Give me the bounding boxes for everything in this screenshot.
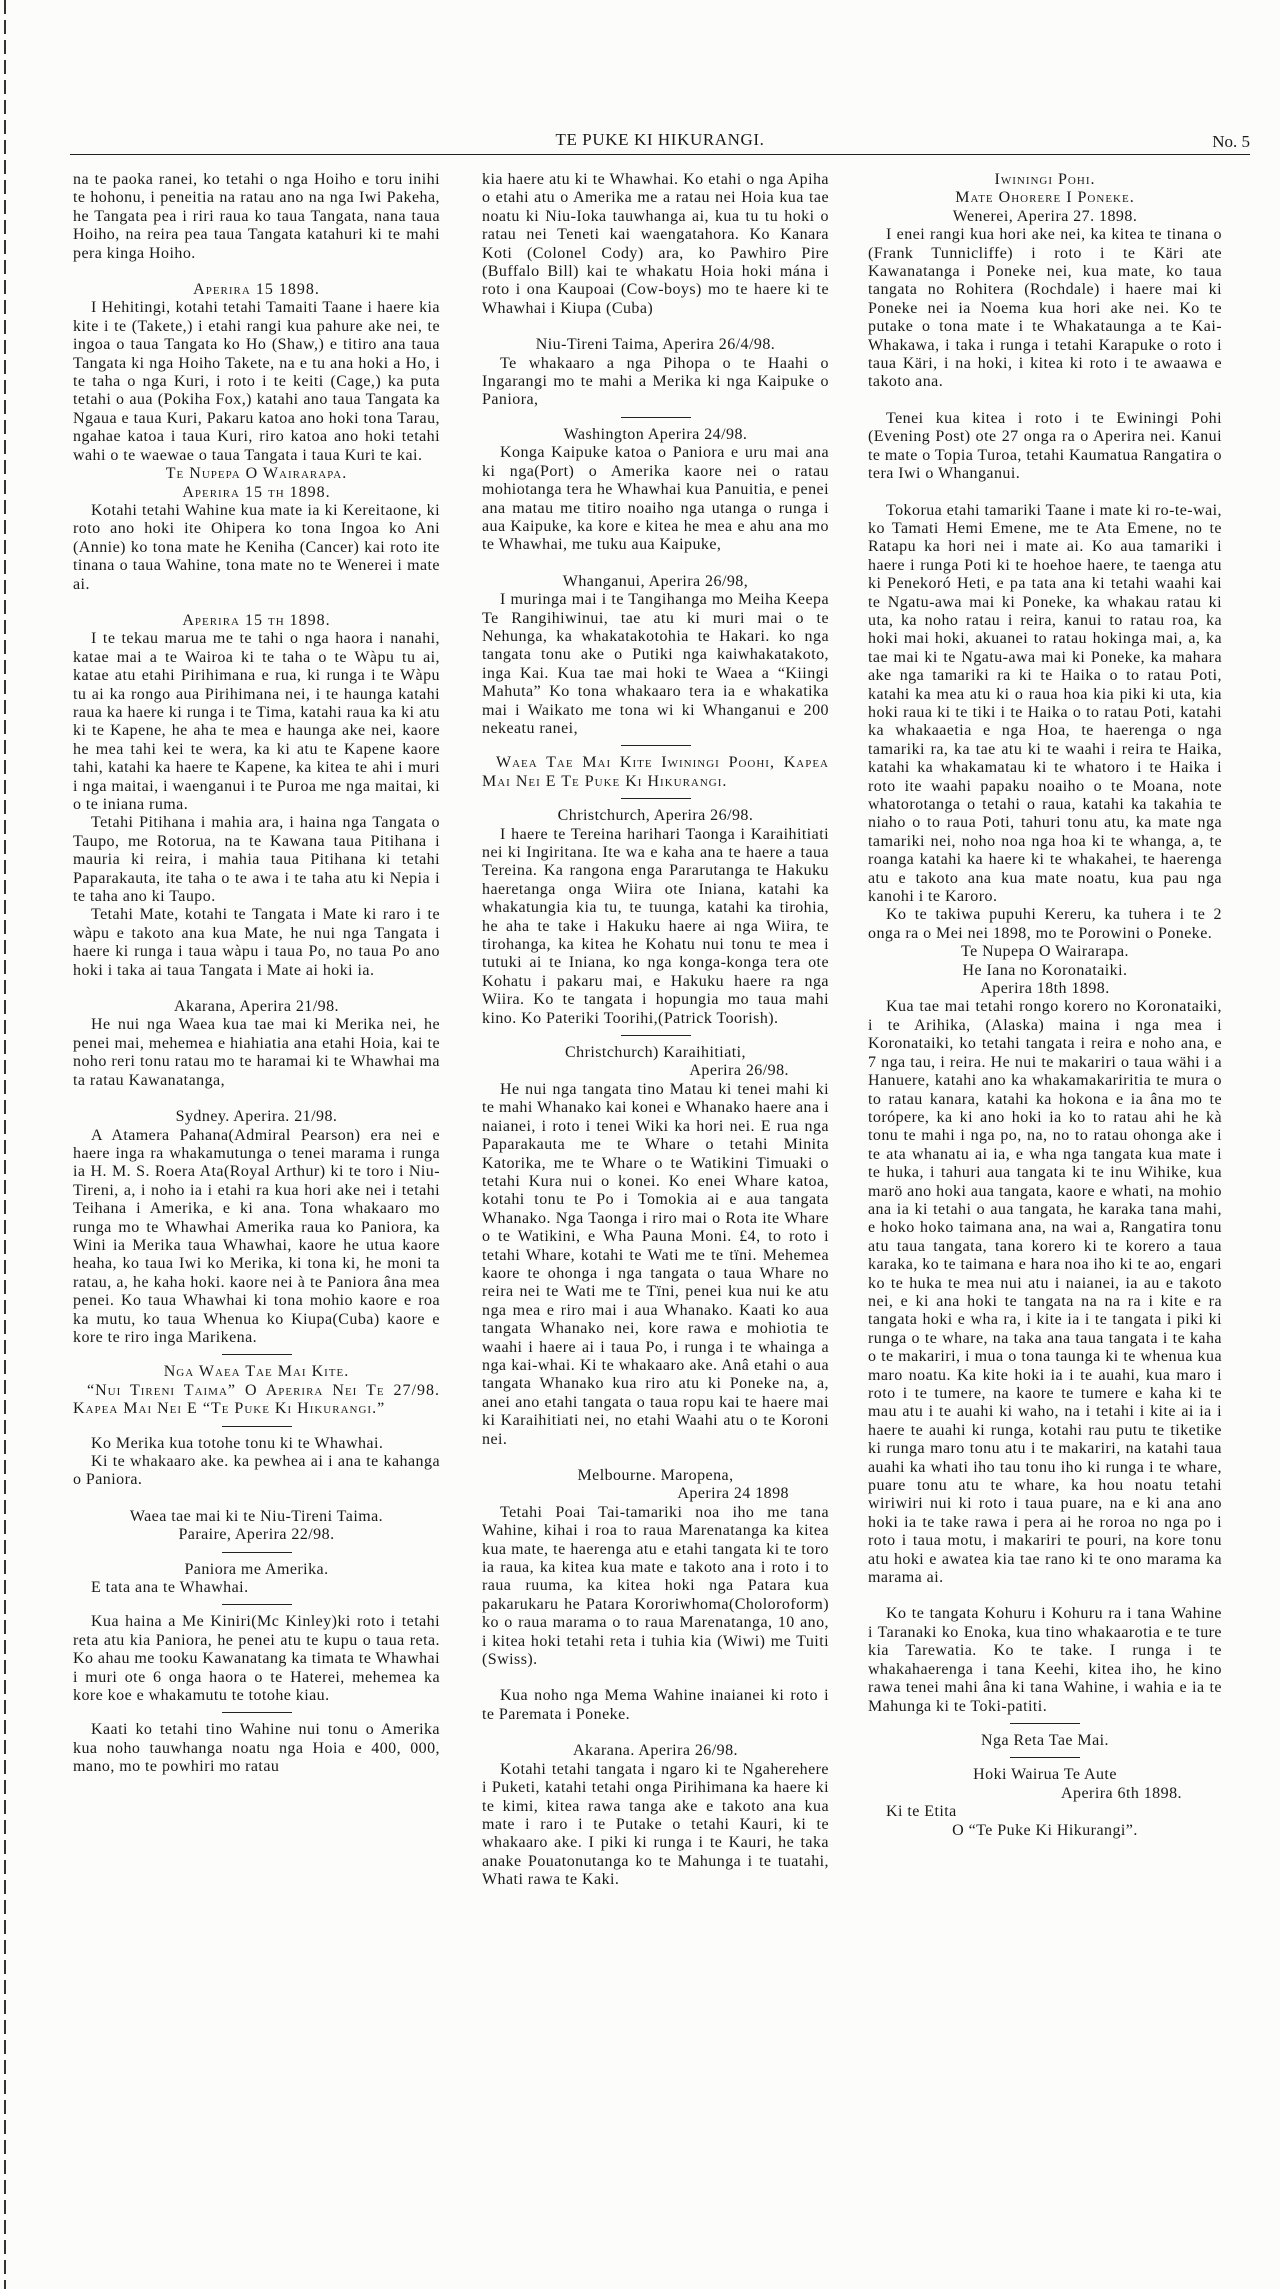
section-heading: Aperira 15 1898. bbox=[193, 281, 320, 299]
section-heading: Te Nupepa O Wairarapa. bbox=[165, 465, 348, 483]
divider-rule bbox=[222, 1552, 292, 1553]
paragraph: Ko te tangata Kohuru i Kohuru ra i tana Wahine i Taranaki ko Enoka, kua tino whakaarotia e te ture kia Tarewatia. Ko te take. I runga i te whakahaerenga i tana Keehi, kitea iho, he kino rawa tenei mahi âna ki tana Wahine, i wahia e ia te Mahunga ki te Toki-patiti. bbox=[868, 1605, 1222, 1715]
section-heading: Nga Reta Tae Mai. bbox=[981, 1731, 1109, 1749]
section-heading: Akarana, Aperira 21/98. bbox=[174, 998, 339, 1016]
section-heading: Aperira 18th 1898. bbox=[980, 980, 1110, 998]
section-heading: Christchurch, Aperira 26/98. bbox=[557, 807, 754, 825]
binding-edge bbox=[4, 0, 6, 2289]
section-heading: Nga Waea Tae Mai Kite. bbox=[163, 1363, 350, 1381]
section-heading: Aperira 15 th 1898. bbox=[182, 483, 331, 501]
paragraph: Kaati ko tetahi tino Wahine nui tonu o Amerika kua noho tauwhanga noatu nga Hoia e 400, 000, mano, mo te powhiri mo ratau bbox=[73, 1721, 440, 1776]
section-heading: “Nui Tireni Taima” O Aperira Nei Te 27/98. Kapea Mai Nei E “Te Puke Ki Hikurangi.” bbox=[73, 1381, 440, 1418]
section-heading: Mate Ohorere I Poneke. bbox=[955, 189, 1135, 207]
spacer bbox=[482, 1449, 829, 1467]
paragraph: Kua noho nga Mema Wahine inaianei ki roto i te Paremata i Poneke. bbox=[482, 1687, 829, 1723]
section-heading: He Iana no Koronataiki. bbox=[962, 961, 1128, 979]
paragraph: Tokorua etahi tamariki Taane i mate ki ro-te-wai, ko Tamati Hemi Emene, me te Ata Emene, no te Ratapu ka hori nei i mate ai. Ko aua tamariki i haere i runga Poti ki te hoehoe haere, te taenga atu ki Penekoró Heti, e pa tata ana ki tetahi waahi kai te Ngatu-awa mai ki Poneke, ka whakau ratau ki uta, ka noho ratau i reira, kanui to ratau roa, ka hoki mai hoki, akuanei to ratau hokinga mai, a, ka tae mai ki te Ngatu-awa mai ki Poneke, ka mahara ake nga tamariki ra ki te Haika o to ratau Poti, katahi ka mea atu ki o raua hoa kia piki ki uta, kia hoki raua ki te tiki i te Haika o to ratau Poti, katahi ka whakaaetia e nga Hoa, te haerenga o nga tamariki ra, ka tae atu ki te waahi i reira te Haika, katahi ka whakamatau ki te whatoro i te Haika i roto ite waahi papaku noaiho o te Moana, note whatorotanga o tetahi o raua, katahi ka takahia te niaho o to raua Poti, tahuri tonu atu, ka mate nga tamariki nei, noho noa nga hoa ki te whanga, a, te roanga katahi ka haere ki te whakahei, te haerenga atu e takoto ana kua mate noatu, kua pau nga kanohi i te Karoro. bbox=[868, 501, 1222, 906]
spacer bbox=[868, 1587, 1222, 1605]
paragraph: Ki te Etita bbox=[886, 1803, 957, 1821]
paragraph: Tetahi Mate, kotahi te Tangata i Mate ki raro i te wàpu e takoto ana kua Mate, he nui nga Tangata i haere ki runga i taua wàpu i taua Po, no taua Po ano hoki i taka ai taua Tangata i Mate ai hoki ia. bbox=[73, 906, 440, 979]
divider-rule bbox=[621, 417, 691, 418]
section-heading: Iwiningi Pohi. bbox=[994, 171, 1096, 188]
paragraph: Kua haina a Me Kiniri(Mc Kinley)ki roto i tetahi reta atu kia Paniora, he penei atu te kupu o taua reta. Ko ahau me tooku Kawanatang ka timata te Whawhai i muri ote 6 onga haora o te Haterei, mehemea ka kore koe e whakamutu te totohe kiau. bbox=[73, 1613, 440, 1705]
issue-number: No. 5 bbox=[1212, 132, 1250, 151]
paragraph: Kotahi tetahi Wahine kua mate ia ki Kereitaone, ki roto ano hoki ite Ohipera ko tona Ingoa ko Ani (Annie) ko tona mate he Keniha (Cancer) kai roto ite tinana o taua Wahine, tona mate no te Wenerei i mate ai. bbox=[73, 501, 440, 593]
divider-rule bbox=[621, 798, 691, 799]
spacer bbox=[482, 318, 829, 336]
section-heading: Niu-Tireni Taima, Aperira 26/4/98. bbox=[535, 336, 776, 354]
divider-rule bbox=[222, 1354, 292, 1355]
divider-rule bbox=[222, 1426, 292, 1427]
paragraph: I enei rangi kua hori ake nei, ka kitea te tinana o (Frank Tunnicliffe) i roto i te Käri ate Kawanatanga i Poneke nei, kua mate, ko taua tangata no Rohitera (Rochdale) i haere mai ki Poneke nei ia Noema kua hori ake nei. Ko te putake o tona mate i te Whakataunga a te Kai-Whakawa, i taka i runga i tetahi Karapuke o roto i taua Käri, i na hoki, i kitea ki roto i te awaawa e takoto ana. bbox=[868, 226, 1222, 391]
paragraph: I haere te Tereina harihari Taonga i Karaihitiati nei ki Ingiritana. Ite wa e kaha ana te haere a taua Tereina. Ka rangona enga Pararutanga te Hakuku haeretanga onga Wiira ote Iniana, katahi ka whakatungia kia tu, te tuunga, katahi ka tirohia, he aha te take i Hakuku haere ai nga Wiira, te tirohanga, ka kitea he Kohatu nui tonu te mea i tutuki ai te Iniana, ko nga konga-konga tera ote Kohatu i pakaru mai, e Hakuku haere ra nga Wiira. Ko te tangata i hopungia mo taua mahi kino. Ko Pateriki Toorihi,(Patrick Toorish). bbox=[482, 825, 829, 1027]
paragraph: Tetahi Pitihana i mahia ara, i haina nga Tangata o Taupo, me Rotorua, na te Kawana taua Pitihana i mauria ki reira, i mahia taua Pitihana ki tetahi Paparakauta, ite taha o te awa i te taha atu ki Nepia i te taha ano ki Taupo. bbox=[73, 814, 440, 906]
section-heading: Waea Tae Mai Kite Iwiningi Poohi, Kapea Mai Nei E Te Puke Ki Hikurangi. bbox=[482, 754, 829, 790]
paragraph: Kua tae mai tetahi rongo korero no Koronataiki, i te Arihika, (Alaska) maina i nga mea i Koronataiki, ko tetahi tangata i reira e noho ana, e 7 nga tau, i reira. He nui te makariri o taua wähi i a Hanuere, katahi ano ka whakamakariritia te mura o to ratau kanara, katahi ka hokona e ia âna mo te torópere, ka ki ano hoki ia ko to ratau ahi he kà tonu te mahi i nga po, na, no to ratau ohonga ake i te ata whanatu ai ia, e wha nga tangata kua mate i te huka, i tahuri aua tangata ki te inu Wihike, kua marö ano hoki aua tangata, kaore e whati, na mohio ana ia ki tetahi o aua tangata, he karaka tana mahi, e hoko hoko taimana ana, na wai a, Rangatira tonu atu taua tangata, tana korero ki te korero a taua karaka, ko te taimana e hara noa iho ki te ao, engari ko te huka te mea nui atu i naianei, ia au e takoto nei, e ki ana hoki te tangata na na ra i kite e ra tangata hoki e wha ra, i kite ia i te tangata i piki ki runga o te whare, na taka ana taua tangata i te kaha o te makariri, i mua o tona taunga ki te whenua kua maro noatu. Ka kite hoki ia i te auahi, kua maro i roto i te tumere, na kaore te tumere e kaha ki te mau atu i te auahi ki waho, na i tetahi i kite ai ia i haere te auahi ki runga, kotahi rau putu te tiketike ki runga maro tonu atu i te makariri, na katahi taua auahi ka whati iho tau tonu iho ki runga i te whare, puare tonu atu te whare, ka hou noatu tetahi wiriwiri nui ki roto i taua puare, na e ki ana ano hoki ia te take rawa i pera ai he roroa no nga po i roto i taua motu, i makariri te pouri, na kore tonu atu hoki e awatea kia tae rano ki te ono marama ka marama ai. bbox=[868, 998, 1222, 1587]
divider-rule bbox=[222, 1604, 292, 1605]
spacer bbox=[868, 392, 1222, 410]
column-1 bbox=[73, 171, 440, 1777]
divider-rule bbox=[621, 745, 691, 746]
section-heading: Christchurch) Karaihitiati, bbox=[565, 1044, 746, 1062]
section-heading: Whanganui, Aperira 26/98, bbox=[562, 572, 749, 590]
paragraph: A Atamera Pahana(Admiral Pearson) era nei e haere inga ra whakamutunga o tenei marama i runga ia H. M. S. Roera Ata(Royal Arthur) ki te toro i Niu-Tireni, a, i noho ia i etahi ra kua hori ake nei i tetahi Teihana i Amerika, e ki ana. Tona whakaaro mo runga mo te Whawhai Amerika raua ko Paniora, ka Wini ia Merika taua Whawhai, kaore he utua kaore heaha, ko taua Iwi ko Merika, ki tona ki, he moni ta ratau, a, he kaha hoki. kaore nei à te Paniora âna mea penei. Ko taua Whawhai ki tona mohio kaore e roa ka mutu, ko taua Whenua ko Kiupa(Cuba) kaore e kore te riro inga Marikena. bbox=[73, 1126, 440, 1346]
paragraph: He nui nga tangata tino Matau ki tenei mahi ki te mahi Whanako kai konei e Whanako haere ana i naianei, i roto i tenei Wiki ka hori nei. E rua nga Paparakauta me te Whare o tetahi Minita Katorika, me te Whare o te Watikini Timuaki o tetahi Kura nui o konei. Ko enei Whare katoa, kotahi tonu te Po i Tomokia ai e aua tangata Whanako. Nga Taonga i riro mai o Rota ite Whare o te Watikini, e Wha Pauna Moni. £4, to roto i tetahi Whare, kotahi te Wati me te tïni. Mehemea kaore te ohonga i nga tangata o taua Whare no reira nei te Wati me te Tïni, penei kua nui ke atu nga mea e riro mai i aua Whanako. Kaati ko aua tangata Whanako nei, kore rawa e mohiotia te waahi i haere ai i taua Po, i runga i te whainga a nga kai-whai. Ki te whakaaro ake. Anâ etahi o aua tangata Whanako kua riro atu ki Poneke na, a, anei ano etahi tangata o taua ropu kai te haere mai ki Karaihitiati nei, no etahi Waahi atu o te Koroni nei. bbox=[482, 1080, 829, 1448]
paragraph: Konga Kaipuke katoa o Paniora e uru mai ana ki nga(Port) o Amerika kaore nei o ratau mohiotanga tera he Whawhai kua Panuitia, e penei ana matau me titiro noaiho nga utanga o runga i aua Kaipuke, ka kore e kitea he mea e ahu ana mo te Whawhai, me tuku aua Kaipuke, bbox=[482, 444, 829, 554]
page-header bbox=[70, 128, 1250, 155]
section-heading: Te Nupepa O Wairarapa. bbox=[960, 943, 1129, 961]
dateline: Aperira 6th 1898. bbox=[1061, 1784, 1182, 1802]
section-heading: Paniora me Amerika. bbox=[184, 1560, 329, 1578]
paragraph: E tata ana te Whawhai. bbox=[91, 1579, 249, 1597]
paragraph: na te paoka ranei, ko tetahi o nga Hoiho e toru inihi te hohonu, i peneitia na ratau ano na nga Iwi Pakeha, he Tangata pea i riri raua ko taua Tangata, nana taua Hoiho, na reira pea taua Tangata katahuri ki te mahi pera kinga Hoiho. bbox=[73, 171, 440, 262]
spacer bbox=[73, 980, 440, 998]
spacer bbox=[482, 1724, 829, 1742]
newspaper-title: TE PUKE KI HIKURANGI. bbox=[555, 130, 765, 149]
section-heading: Hoki Wairua Te Aute bbox=[973, 1766, 1117, 1784]
paragraph: kia haere atu ki te Whawhai. Ko etahi o nga Apiha o etahi atu o Amerika me a ratau nei Hoia kua tae noatu ki Niu-Ioka tauwhanga ai, kua tu tu hoki o ratau nei Teneti kai waengatahora. Ko Kanara Koti (Colonel Cody) ara, ko Pawhiro Pire (Buffalo Bill) kai te whakatu Hoia hoki mána i roto i ona Kaupoai (Cow-boys) mo te haere ki te Whawhai i Kiupa (Cuba) bbox=[482, 171, 829, 317]
column-2 bbox=[482, 171, 829, 1890]
section-heading: Wenerei, Aperira 27. 1898. bbox=[952, 207, 1138, 225]
paragraph: Kotahi tetahi tangata i ngaro ki te Ngaherehere i Puketi, katahi tetahi onga Pirihimana ka haere ki te kimi, kitea rawa tanga ake e takoto ana kua mate i raro i te Putake o tetahi Kauri, ki te whakaaro ake. I piki ki runga i te Kauri, he taka anake Pouatonutanga ko te Mahunga i te tuatahi, Whati rawa te Kaki. bbox=[482, 1760, 829, 1889]
spacer bbox=[73, 594, 440, 612]
section-heading: Melbourne. Maropena, bbox=[577, 1467, 734, 1484]
spacer bbox=[73, 1090, 440, 1108]
paragraph: Tenei kua kitea i roto i te Ewiningi Pohi (Evening Post) ote 27 onga ra o Aperira nei. Kanui te mate o Topia Turoa, tetahi Kaumatua Rangatira o tera Iwi o Whanganui. bbox=[868, 409, 1222, 483]
divider-rule bbox=[1010, 1757, 1080, 1758]
divider-rule bbox=[1010, 1723, 1080, 1724]
paragraph: I Hehitingi, kotahi tetahi Tamaiti Taane i haere kia kite i te (Takete,) i etahi rangi kua pahure ake nei, te ingoa o taua Tangata ko Ho (Shaw,) e titiro ana taua Tangata ki nga Hoiho Takete, na e tu ana hoki a Ho, i te taha o nga Kuri, i roto i te keiti (Cage,) ka puta tetahi o aua (Pokiha Fox,) katahi ano taua Tangata ka Ngaua e taua Kuri, Pakaru katoa ano hoki tona Tarau, ngahae katoa i taua Kuri, riro katoa ano hoki tetahi wahi o te waewae o taua Tangata i taua Kuri te kai. bbox=[73, 299, 440, 464]
paragraph: Ko te takiwa pupuhi Kereru, ka tuhera i te 2 onga ra o Mei nei 1898, mo te Porowini o Poneke. bbox=[868, 906, 1222, 942]
section-heading: Akarana. Aperira 26/98. bbox=[573, 1742, 738, 1760]
paragraph: I muringa mai i te Tangihanga mo Meiha Keepa Te Rangihiwinui, tae atu ki muri mai o te Nehunga, ka whakatakotohia te Hakari. ko nga tangata tonu ake o Putiki nga kaiwhakatakoto, inga Kai. Kua tae mai hoki te Waea a “Kiingi Mahuta” Ko tona whakaaro tera ia e whakatika mai i Waikato me tona wi ki Whanganui e 200 nekeatu ranei, bbox=[482, 591, 829, 737]
spacer bbox=[482, 555, 829, 573]
dateline: Aperira 24 1898 bbox=[677, 1485, 789, 1503]
spacer bbox=[73, 263, 440, 281]
section-heading: Aperira 15 th 1898. bbox=[182, 611, 331, 629]
section-heading: Waea tae mai ki te Niu-Tireni Taima. bbox=[129, 1507, 384, 1525]
paragraph: I te tekau marua me te tahi o nga haora i nanahi, katae mai a te Wairoa ki te taha o te Wàpu tu ai, katae atu etahi Pirihimana e rua, ki runga i te Wàpu tu ai ka rongo aua Pirihimana nei, i te haunga katahi raua ka haere ki runga i te Tima, katahi raua ka ki atu ki te Kapene, he aha te mea e haunga ake nei, kaore he mea tahi kei te wera, ka ki atu te Kapene kaore tahi, katahi ka haere te Kapene, ka kitea te ahi i muri i nga maitai, i waenganui i te Puroa me nga maitai, ki o te iniana ruma. bbox=[73, 630, 440, 813]
section-heading: Washington Aperira 24/98. bbox=[563, 425, 748, 443]
paragraph: He nui nga Waea kua tae mai ki Merika nei, he penei mai, mehemea e hiahiatia ana etahi Hoia, kai te noho reri tonu ratau mo te haramai ki te Whawhai ma ta ratau Kawanatanga, bbox=[73, 1016, 440, 1089]
spacer bbox=[73, 1490, 440, 1508]
spacer bbox=[868, 484, 1222, 502]
dateline: Aperira 26/98. bbox=[689, 1062, 789, 1080]
column-3 bbox=[868, 171, 1222, 1840]
divider-rule bbox=[621, 1035, 691, 1036]
section-heading: O “Te Puke Ki Hikurangi”. bbox=[952, 1821, 1138, 1839]
paragraph: Ki te whakaaro ake. ka pewhea ai i ana te kahanga o Paniora. bbox=[73, 1453, 440, 1489]
paragraph: Te whakaaro a nga Pihopa o te Haahi o Ingarangi mo te mahi a Merika ki nga Kaipuke o Paniora, bbox=[482, 354, 829, 409]
paragraph: Tetahi Poai Tai-tamariki noa iho me tana Wahine, kihai i roa to raua Marenatanga ka kitea kua mate, te haerenga atu e etahi tangata ki te toro ia raua, ka kitea kua mate e takoto ana i roto i to raua ruuma, ka kitea hoki nga Patara kua pakarukaru he Patara Kororiwhoma(Choloroform) ko o raua marama o to raua Marenatanga, 10 ano, i kitea hoki tetahi reta i tuhia kia (Wiwi) me Tuiti (Swiss). bbox=[482, 1503, 829, 1669]
paragraph: Ko Merika kua totohe tonu ki te Whawhai. bbox=[91, 1434, 384, 1452]
divider-rule bbox=[222, 1712, 292, 1713]
spacer bbox=[482, 1669, 829, 1687]
section-heading: Paraire, Aperira 22/98. bbox=[178, 1526, 335, 1544]
section-heading: Sydney. Aperira. 21/98. bbox=[175, 1108, 338, 1126]
